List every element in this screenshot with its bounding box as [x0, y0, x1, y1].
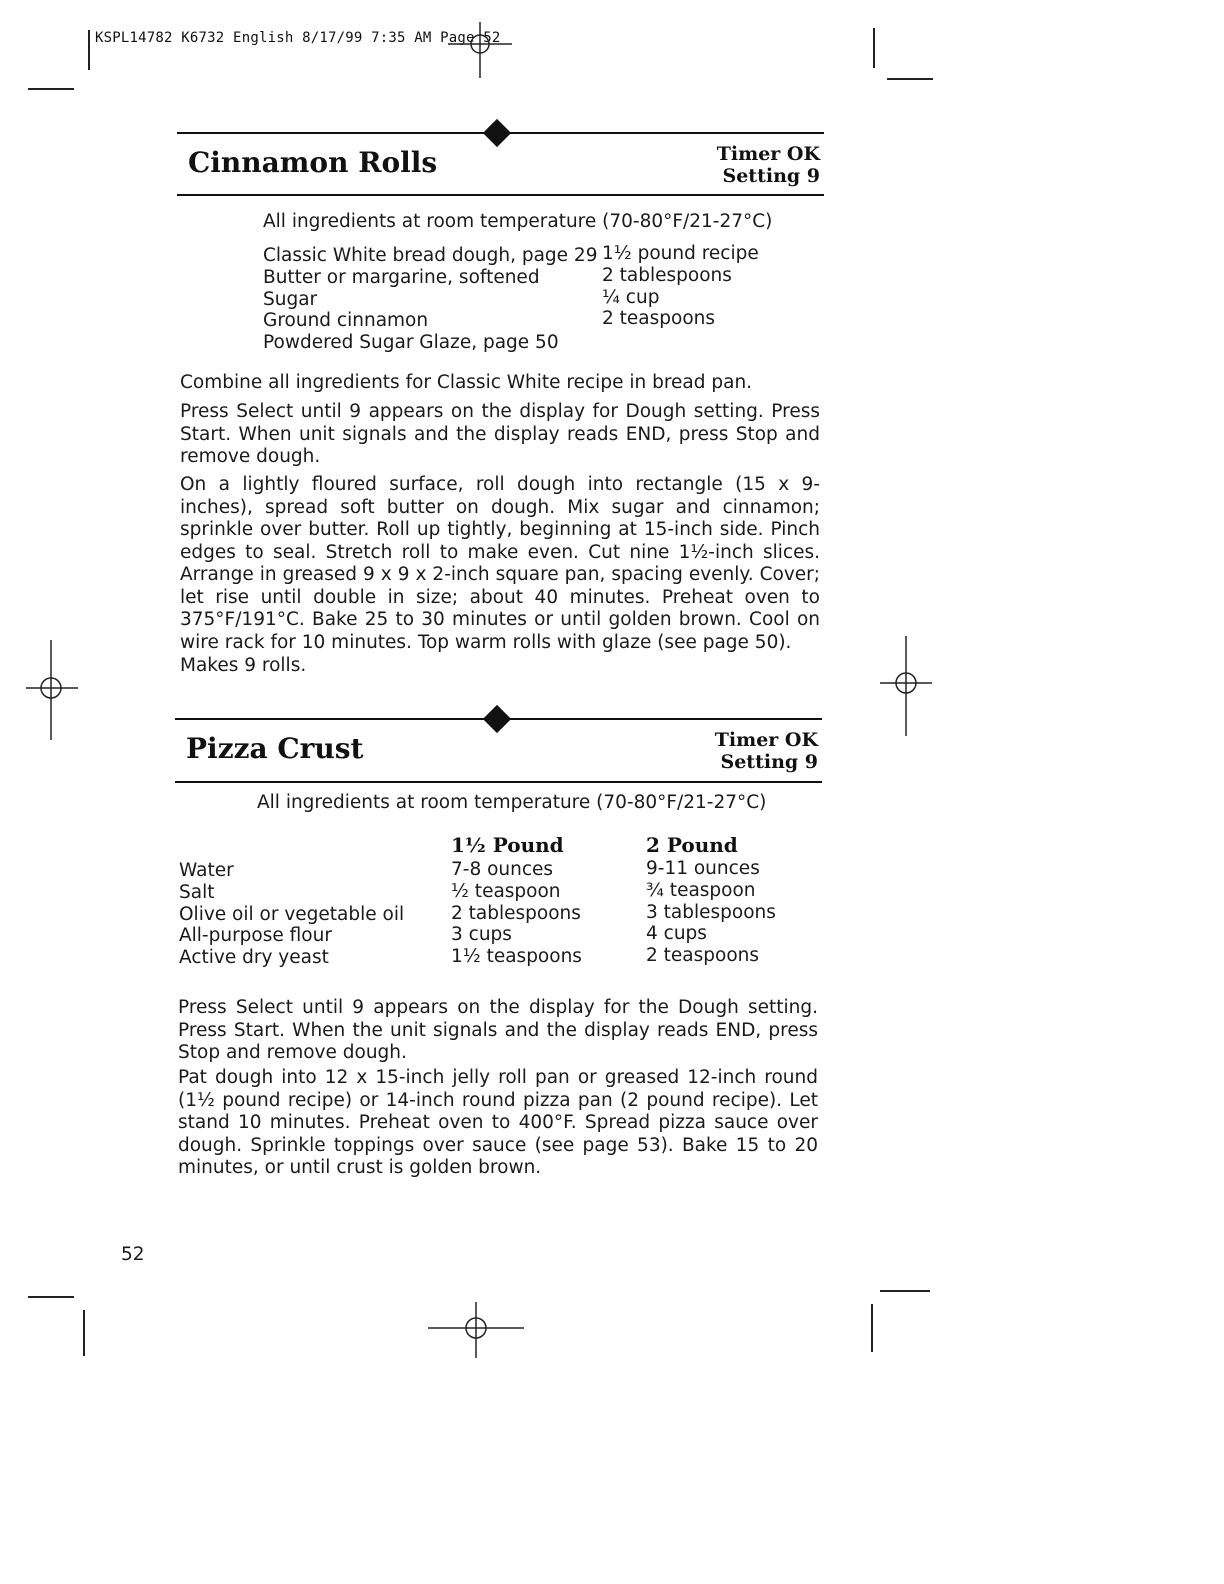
ingredient-amount: 7-8 ounces — [451, 859, 554, 880]
crop-mark — [873, 28, 875, 68]
ingredient-name: Powdered Sugar Glaze, page 50 — [263, 332, 559, 354]
ingredient-name: Classic White bread dough, page 29 — [263, 245, 598, 266]
registration-mark — [448, 22, 512, 78]
setting-label: Setting 9 — [720, 751, 818, 773]
ingredient-name: Water — [179, 860, 234, 881]
crop-mark — [28, 88, 74, 90]
ingredient-amounts — [602, 243, 759, 352]
ingredient-amount: 2 tablespoons — [451, 902, 581, 924]
column-header-2-pound: 2 Pound — [646, 833, 738, 857]
section-rule-bottom — [177, 194, 824, 196]
ingredient-amount: 3 tablespoons — [646, 901, 776, 923]
crop-mark — [28, 1296, 74, 1298]
print-slug: KSPL14782 K6732 English 8/17/99 7:35 AM Page 52 — [95, 30, 501, 46]
ingredient-names — [263, 245, 597, 354]
instruction-step: On a lightly floured surface, roll dough into rectangle (15 x 9-inches), spread soft butter on dough. Mix sugar and cinnamon; sprinkle over butter. Roll up tightly, beginning at 15-inch side. Pinch edges to seal. Stretch roll to make even. Cut nine 1½-inch slices. Arrange in greased 9 x 9 x 2-inch square pan, spacing evenly. Cover; let rise until double in size; about 40 minutes. Preheat oven to 375°F/191°C. Bake 25 to 30 minutes or until golden brown. Cool on wire rack for 10 minutes. Top warm rolls with glaze (see page 50). — [180, 474, 820, 653]
timer-label: Timer OK — [714, 729, 818, 751]
section-rule-bottom — [175, 781, 822, 783]
crop-mark — [887, 78, 933, 80]
setting-label: Setting 9 — [722, 165, 820, 187]
ingredient-amount: ¼ cup — [602, 286, 660, 308]
temperature-note: All ingredients at room temperature (70-80°F/21-27°C) — [263, 211, 773, 232]
diamond-ornament — [483, 705, 511, 733]
timer-setting — [715, 729, 818, 773]
ingredient-name: Butter or margarine, softened — [263, 266, 540, 288]
ingredient-name: Active dry yeast — [179, 947, 329, 969]
ingredient-amount: 2 teaspoons — [646, 945, 760, 967]
timer-setting — [717, 143, 820, 187]
crop-mark — [83, 1310, 85, 1356]
ingredient-amount: 3 cups — [451, 924, 512, 946]
ingredient-name: Olive oil or vegetable oil — [179, 903, 405, 925]
instruction-step: Combine all ingredients for Classic White recipe in bread pan. — [180, 372, 753, 393]
column-header-1-5-pound: 1½ Pound — [451, 833, 564, 857]
crop-mark — [871, 1304, 873, 1352]
yield-note: Makes 9 rolls. — [180, 655, 307, 676]
ingredient-amount: 1½ pound recipe — [602, 243, 759, 264]
ingredient-amount: 2 tablespoons — [602, 264, 732, 286]
timer-label: Timer OK — [716, 143, 820, 165]
diamond-ornament — [483, 119, 511, 147]
ingredient-names — [179, 860, 404, 969]
instruction-step: Press Select until 9 appears on the display for the Dough setting. Press Start. When the unit signals and the display reads END, press Stop and remove dough. — [178, 997, 818, 1063]
ingredient-amount: 2 teaspoons — [602, 308, 716, 330]
amounts-1-5-pound — [451, 859, 582, 968]
ingredient-name: Sugar — [263, 288, 318, 310]
ingredient-name: Ground cinnamon — [263, 310, 429, 332]
registration-mark — [26, 640, 78, 740]
ingredient-amount: 9-11 ounces — [646, 858, 760, 879]
instruction-step: Pat dough into 12 x 15-inch jelly roll pan or greased 12-inch round (1½ pound recipe) or 14-inch round pizza pan (2 pound recipe). Let stand 10 minutes. Preheat oven to 400°F. Spread pizza sauce over dough. Sprinkle toppings over sauce (see page 53). Bake 15 to 20 minutes, or until crust is golden brown. — [178, 1067, 818, 1178]
amounts-2-pound — [646, 858, 776, 967]
temperature-note: All ingredients at room temperature (70-80°F/21-27°C) — [257, 792, 767, 813]
ingredient-amount: ½ teaspoon — [451, 880, 561, 902]
ingredient-name: All-purpose flour — [179, 925, 332, 947]
recipe-title: Cinnamon Rolls — [188, 146, 438, 179]
ingredient-name: Salt — [179, 881, 215, 903]
registration-mark — [428, 1302, 524, 1358]
ingredient-amount — [602, 330, 759, 352]
recipe-title: Pizza Crust — [186, 732, 364, 765]
ingredient-amount: ¾ teaspoon — [646, 879, 756, 901]
crop-mark — [880, 1290, 930, 1292]
registration-mark — [880, 636, 932, 736]
instruction-step: Press Select until 9 appears on the display for Dough setting. Press Start. When unit signals and the display reads END, press Stop and remove dough. — [180, 401, 820, 467]
crop-mark — [88, 30, 90, 70]
ingredient-amount: 1½ teaspoons — [451, 946, 582, 968]
ingredient-amount: 4 cups — [646, 923, 707, 945]
page-number: 52 — [121, 1244, 145, 1265]
